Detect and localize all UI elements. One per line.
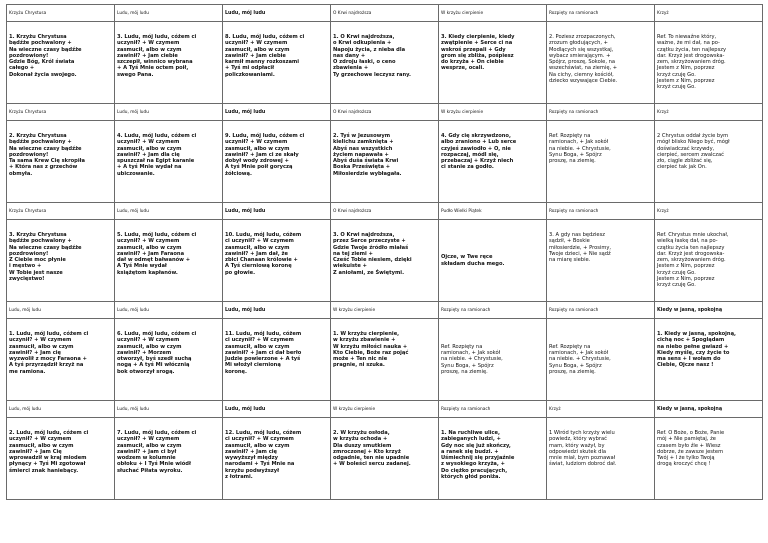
header-cell: Krzyż bbox=[655, 203, 763, 220]
header-cell: Ludu, mój ludu bbox=[115, 401, 223, 418]
header-cell: Krzyż bbox=[655, 104, 763, 121]
lyrics-cell: 1 Wiród tych krzyży wielu powiedz, który wybrać mam, który ważył, by odpowiedzi skutek dla mnie miał, bym poznawał świat, ludziom dobroć dał. bbox=[547, 418, 655, 500]
header-cell: W krzyżu cierpienie bbox=[439, 104, 547, 121]
lyrics-cell: 2. Ludu, mój ludu, cóżem ci uczynił? + W czymem zasmucił, albo w czym zawinił? + Jam Cię wprowadził w kraj miodem płynący + Tyś Mi zgotował śmierci znak haniebący. bbox=[7, 418, 115, 500]
header-cell: Krzyżu Chrystusa bbox=[7, 203, 115, 220]
header-row bbox=[7, 302, 763, 319]
lyrics-cell: 5. Ludu, mój ludu, cóżem ci uczynił? + W czymem zasmucił, albo w czym zawinił? + Jam Faraona dał w odmęt bałwanów + A Tyś Mnie wydał książętom kapłanów. bbox=[115, 220, 223, 302]
header-cell: Rozpięty na ramionach bbox=[547, 5, 655, 22]
lyrics-cell: 9. Ludu, mój ludu, cóżem ci uczynił? + W czymem zasmucił, albo w czym zawinił? + Jam ci ze skały dobył wody zdrowej + A tyś Mnie poił goryczą żółciową. bbox=[223, 121, 331, 203]
lyrics-cell: 3. Krzyżu Chrystusa bądźże pochwalony + Na wieczne czasy bądźże pozdrowiony! Z Ciebie moc płynie i męstwo + W Tobie jest nasze zwycięstwo! bbox=[7, 220, 115, 302]
lyrics-row bbox=[7, 22, 763, 104]
header-cell: Rozpięty na ramionach bbox=[439, 302, 547, 319]
header-cell: Ludu, mój ludu bbox=[115, 302, 223, 319]
lyrics-cell: 10. Ludu, mój ludu, cóżem ci uczynił? + W czymem zasmucił, albo w czym zawinił? + Jam dał, że zbici Chanaan królowie + A Tyś cierniową koronę po głowie. bbox=[223, 220, 331, 302]
header-row bbox=[7, 104, 763, 121]
header-cell: Kiedy w jasną, spokojną bbox=[655, 401, 763, 418]
lyrics-cell: Ref. Rozpięty na ramionach, + Jak sokół na niebie. + Chrystusie, Synu Boga, + Spójrz proszę, na ziemię. bbox=[547, 121, 655, 203]
lyrics-row bbox=[7, 418, 763, 500]
lyrics-cell: 1. Kiedy w jasną, spokojną, cichą noc + Spoglądam na niebo pełne gwiazd + Kiedy myślę, czy życie to ma sens + I wołam do Ciebie, Ojcze nasz ! bbox=[655, 319, 763, 401]
lyrics-cell: 2. W krzyżu osłoda, w krzyżu ochoda + Dla duszy smutkiem zmroczonej + Kto krzyż odgadnie, ten nie upadnie + W boleści sercu zadanej. bbox=[331, 418, 439, 500]
header-cell: Rozpięty na ramionach bbox=[547, 104, 655, 121]
lyrics-cell: Ref. Chrystus mnie ukochał, wielką łaskę dał, na po- czątku życia ten najlepszy dar. Krzyż jest drogowska- zem, skrzyżowaniem dróg. Jestem z Nim, poprzez krzyż czuję Go. Jestem z Nim, poprzez krzyż czuję Go. bbox=[655, 220, 763, 302]
lyrics-cell: 2. Tyś w Jezusowym kielichu zamknięta + Abyś nas wszystkich życiem napawała + Abyś duša świata Krwi Boska Prześwięta + Miłosierdzie wybłagała. bbox=[331, 121, 439, 203]
lyrics-row bbox=[7, 121, 763, 203]
header-cell: Ludu, mój ludu bbox=[223, 203, 331, 220]
lyrics-cell: 2. Poziesz zrozpaczonych, zrozum głodujących, + Modlących się wszystkaj, wybacz smierającym. + Spójrz, proszę, Sokole, na wszechświat, na ziemię, + Na cichy, ciemny kościół, dziecko wzywające Ciebie. bbox=[547, 22, 655, 104]
lyrics-cell: 3. Ludu, mój ludu, cóżem ci uczynił? + W czymem zasmucił, albo w czym zawinił? + Jam ciebie szczepił, winnico wybrana + A Tyś Mnie octem poił, swego Pana. bbox=[115, 22, 223, 104]
header-cell: Ludu, mój ludu bbox=[7, 302, 115, 319]
header-cell: Ludu, mój ludu bbox=[223, 302, 331, 319]
lyrics-cell: 2 Chrystus oddał życie bym mógł blisko Niego być, mógł doświadczać krzywdy, cierpieć, sercem zwalczać zło, ciągle zbliżać się, cierpieć tak jak On. bbox=[655, 121, 763, 203]
header-row bbox=[7, 401, 763, 418]
lyrics-cell: 1. O Krwi najdroższa, o Krwi odkupienia + Napoju życia, z nieba dla nas dany + O zdroju łaski, o ceno zbawienia + Ty grzechowe leczysz rany. bbox=[331, 22, 439, 104]
header-cell: O Krwi najdroższa bbox=[331, 104, 439, 121]
header-cell: Krzyż bbox=[655, 5, 763, 22]
lyrics-cell: 2. Krzyżu Chrystusa bądźże pochwalony + Na wieczne czasy bądźże pozdrowiony! Ta sama Krew Cię skropiła + Która nas z grzechów obmyła. bbox=[7, 121, 115, 203]
lyrics-cell: 1. Krzyżu Chrystusa bądźże pochwalony + Na wieczne czasy bądźże pozdrowiony! Gdzie Bóg, Król świata całego + Dokonał życia swojego. bbox=[7, 22, 115, 104]
header-cell: Krzyżu Chrystusa bbox=[7, 104, 115, 121]
lyrics-cell: 3. Kiedy cierpienie, kiedy zwątpienie + Serce ci na wskroś przepali + Gdy grom się zbliża, pośpiesz do krzyża + On ciebie wesprze, ocali. bbox=[439, 22, 547, 104]
header-cell: Ludu, mój ludu bbox=[223, 104, 331, 121]
lyrics-cell: Ref. To niewaźne który, ważne, że mi dał, na po- czątku życia, ten najlepszy dar. Krzyż jest drogowska- zem, skrzyżowaniem dróg. Jestem z Nim, poprzez krzyż czuję Go. Jestem z Nim, poprzez krzyż czuję Go. bbox=[655, 22, 763, 104]
header-cell: Ludu, mój ludu bbox=[115, 203, 223, 220]
lyrics-cell: Ojcze, w Twe ręce składam ducha mego. bbox=[439, 220, 547, 302]
lyrics-cell: Ref. Rozpięty na ramionach, + Jak sokół na niebie. + Chrystusie, Synu Boga, + Spójrz proszę, na ziemię. bbox=[439, 319, 547, 401]
header-row bbox=[7, 203, 763, 220]
header-cell: W krzyżu cierpienie bbox=[331, 401, 439, 418]
header-cell: Rozpięty na ramionach bbox=[547, 203, 655, 220]
lyrics-cell: 1. Ludu, mój ludu, cóżem ci uczynił? + W czymem zasmucił, albo w czym zawinił? + Jam cię wyzwolił z mocy Faraona + A tyś przyrządził krzyż na me ramiona. bbox=[7, 319, 115, 401]
header-cell: Krzyż bbox=[547, 401, 655, 418]
lyrics-cell: 3. O Krwi najdroższa, przez Serce przeczyste + Gdzie Twoje źródło miałaś na tej ziemi + Cześć Tobie niesiem, dzięki wiekuiste + Z aniołami, ze Świętymi. bbox=[331, 220, 439, 302]
lyrics-cell: 11. Ludu, mój ludu, cóżem ci uczynił? + W czymem zasmucił, albo w czym zawinił? + Jam ci dał berło Judzie powierzone + A tyś Mi włożył ciernioną koronę. bbox=[223, 319, 331, 401]
header-cell: Ludu, mój ludu bbox=[223, 5, 331, 22]
lyrics-cell: 1. W krzyżu cierpienie, w krzyżu zbawienie + W krzyżu miłości nauka + Kto Ciebie, Boże raz pojąć może + Ten nic nie pragnie, ni szuka. bbox=[331, 319, 439, 401]
lyrics-row bbox=[7, 319, 763, 401]
lyrics-cell: 4. Gdy cię skrzywdzono, albo zraniono + Lub serce czyjeś zawiodło + O, nie rozpaczaj, módl się, przebaczaj + Krzyż niech ci stanie za godło. bbox=[439, 121, 547, 203]
lyrics-cell: 8. Ludu, mój ludu, cóżem ci uczynił? + W czymem zasmucił, albo w czym zawinił? + Jam ciebie karmił manny rozkoszami + Tyś mi odpłacił policzkowaniami. bbox=[223, 22, 331, 104]
lyrics-cell: 7. Ludu, mój ludu, cóżem ci uczynił? + W czymem zasmucił, albo w czym zawinił? + Jam ci był wodzem w kolumnie obłoku + I Tyś Mnie wiódł słuchać Piłata wyroku. bbox=[115, 418, 223, 500]
lyrics-cell: Ref. Rozpięty na ramionach, + Jak sokół na niebie. + Chrystusie, Synu Boga, + Spójrz proszę, na ziemię. bbox=[547, 319, 655, 401]
header-cell: O Krwi najdroższa bbox=[331, 203, 439, 220]
header-cell: O Krwi najdroższa bbox=[331, 5, 439, 22]
header-cell: Ludu, mój ludu bbox=[115, 5, 223, 22]
lyrics-cell: 6. Ludu, mój ludu, cóżem ci uczynił? + W czymem zasmucił, albo w czym zawinił? + Morzem otworzył, byś szedł suchą nogą + A tyś Mi włócznią bok otworzył srogą. bbox=[115, 319, 223, 401]
header-cell: W krzyżu cierpienie bbox=[439, 5, 547, 22]
song-card-grid bbox=[6, 4, 763, 500]
header-cell: Kiedy w jasną, spokojną bbox=[655, 302, 763, 319]
lyrics-cell: 3. A gdy nas będziesz sądził, + Boskie miłosierdzie, + Prosimy, Twoje dzieci, + Nie sądź na miarę siebie. bbox=[547, 220, 655, 302]
header-cell: Rozpięty na ramionach bbox=[547, 302, 655, 319]
lyrics-row bbox=[7, 220, 763, 302]
header-cell: Ludu, mój ludu bbox=[7, 401, 115, 418]
lyrics-cell: Ref. O Boże, o Boże, Panie mój + Nie pamiętaj, że czasem było źle + Wiesz dobrze, że zawsze jestem Twój + I że tylko Twoją drogą kroczyć chcę ! bbox=[655, 418, 763, 500]
header-row bbox=[7, 5, 763, 22]
header-cell: Pudło Wielki Piątek bbox=[439, 203, 547, 220]
header-cell: Ludu, mój ludu bbox=[115, 104, 223, 121]
header-cell: Krzyżu Chrystusa bbox=[7, 5, 115, 22]
lyrics-cell: 4. Ludu, mój ludu, cóżem ci uczynił? + W czymem zasmucił, albo w czym zawinił? + Jam dla cię spuszczał na Egipt karanie + A tyś Mnie wydał na ubiczowanie. bbox=[115, 121, 223, 203]
header-cell: Rozpięty na ramionach bbox=[439, 401, 547, 418]
header-cell: Ludu, mój ludu bbox=[223, 401, 331, 418]
lyrics-cell: 12. Ludu, mój ludu, cóżem ci uczynił? + W czymem zasmucił, albo w czym zawinił? + Jam cię wywyższył między narodami + Tyś Mnie na krzyżu podwyższył z łotrami. bbox=[223, 418, 331, 500]
lyrics-cell: 1. Na ruchliwe ulice, zabieganych ludzi, + Gdy noc się już skończy, a ranek się budzi. + Uśmiechnij się przyjaźnie z wysokiego krzyża, + Do ciężko pracujących, których głód poniża. bbox=[439, 418, 547, 500]
header-cell: W krzyżu cierpienie bbox=[331, 302, 439, 319]
